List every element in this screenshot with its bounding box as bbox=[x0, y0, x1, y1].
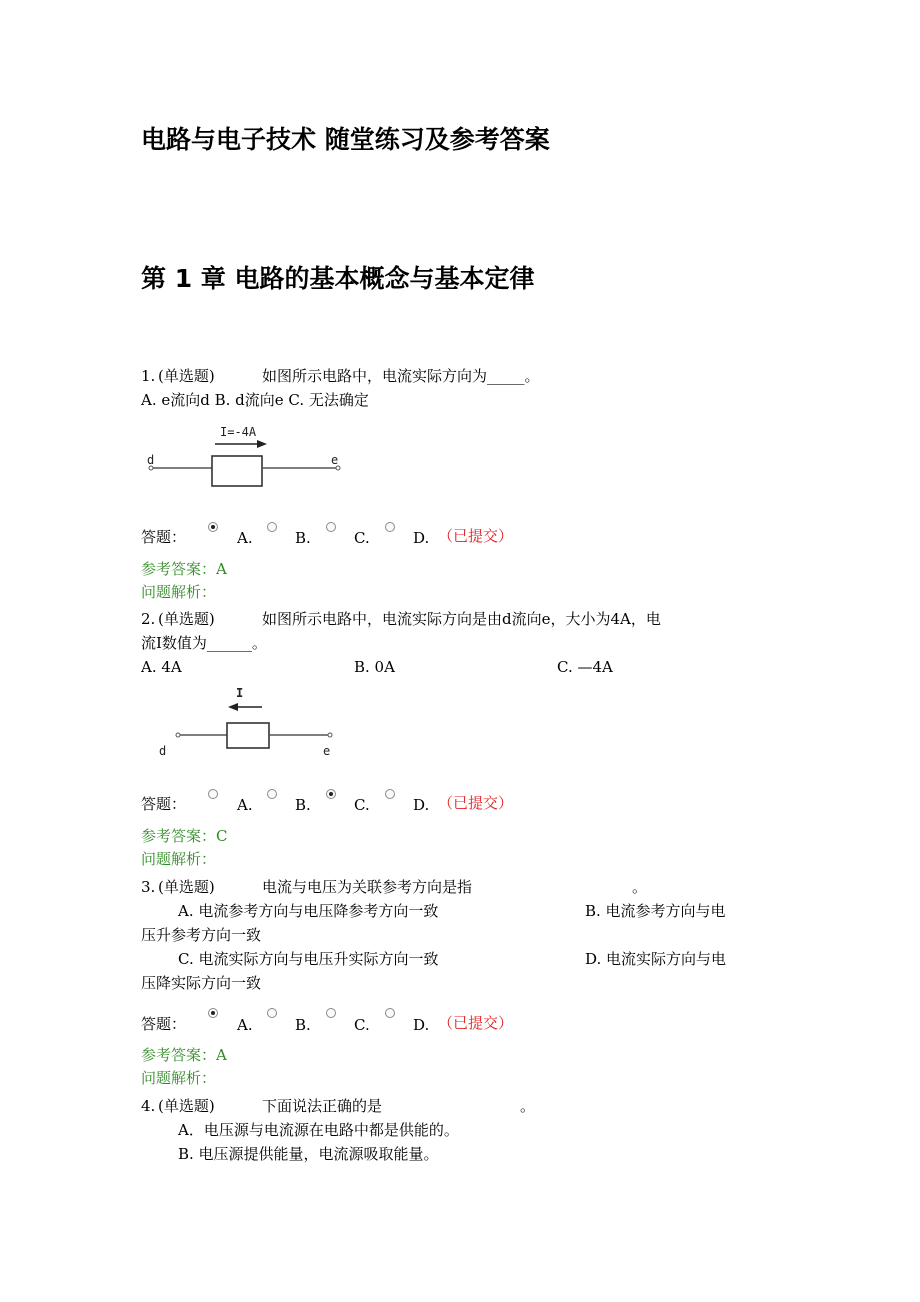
option-b-text-cont: 压升参考方向一致 bbox=[141, 926, 262, 944]
submitted-status: （已提交） bbox=[438, 527, 514, 545]
question-type: (单选题) bbox=[158, 367, 215, 385]
radio-option-d[interactable] bbox=[385, 1008, 395, 1018]
question-stem: 电流与电压为关联参考方向是指 bbox=[262, 878, 473, 896]
document-title: 电路与电子技术 随堂练习及参考答案 bbox=[141, 125, 550, 154]
current-label: I=-4A bbox=[220, 425, 257, 439]
radio-option-b[interactable] bbox=[267, 789, 277, 799]
option-d-label: D. bbox=[413, 796, 430, 814]
resistor-box bbox=[212, 456, 262, 486]
option-d-label: D. bbox=[413, 1016, 430, 1034]
radio-option-a[interactable] bbox=[208, 1008, 218, 1018]
question-number: 3. bbox=[141, 878, 156, 896]
answer-label: 答题： bbox=[141, 795, 187, 813]
submitted-status: （已提交） bbox=[438, 794, 514, 812]
arrow-head-icon bbox=[257, 440, 267, 448]
node-d-label: d bbox=[159, 744, 167, 758]
circuit-figure bbox=[143, 420, 353, 495]
option-b-text: B. 电压源提供能量，电流源吸取能量。 bbox=[178, 1145, 439, 1163]
answer-label: 答题： bbox=[141, 1015, 187, 1033]
option-a-text: A. 4A bbox=[141, 658, 182, 676]
option-a-label: A. bbox=[237, 529, 253, 547]
radio-option-a[interactable] bbox=[208, 789, 218, 799]
question-number: 1. bbox=[141, 367, 156, 385]
option-b-text: B. 0A bbox=[354, 658, 395, 676]
option-a-text: A．电压源与电流源在电路中都是供能的。 bbox=[178, 1121, 459, 1139]
question-stem-line-2: 流I数值为______。 bbox=[141, 634, 267, 652]
reference-answer: 参考答案：A bbox=[141, 1046, 227, 1064]
question-stem-end: 。 bbox=[520, 1097, 536, 1115]
analysis-label: 问题解析： bbox=[141, 1069, 217, 1087]
option-b-label: B. bbox=[295, 1016, 311, 1034]
option-d-text-cont: 压降实际方向一致 bbox=[141, 974, 262, 992]
question-number: 4. bbox=[141, 1097, 156, 1115]
node-d-label: d bbox=[147, 453, 155, 467]
question-stem-line-1: 如图所示电路中，电流实际方向是由d流向e，大小为4A，电 bbox=[262, 610, 661, 628]
radio-option-b[interactable] bbox=[267, 522, 277, 532]
option-d-label: D. bbox=[413, 529, 430, 547]
node-e bbox=[328, 733, 332, 737]
question-type: (单选题) bbox=[158, 1097, 215, 1115]
option-c-text: C. 电流实际方向与电压升实际方向一致 bbox=[178, 950, 439, 968]
question-type: (单选题) bbox=[158, 878, 215, 896]
current-label: I bbox=[236, 686, 244, 700]
option-a-text: A. 电流参考方向与电压降参考方向一致 bbox=[178, 902, 439, 920]
resistor-box bbox=[227, 723, 269, 748]
option-b-label: B. bbox=[295, 529, 311, 547]
option-b-label: B. bbox=[295, 796, 311, 814]
analysis-label: 问题解析： bbox=[141, 850, 217, 868]
reference-answer: 参考答案：C bbox=[141, 827, 228, 845]
option-b-text: B. 电流参考方向与电 bbox=[585, 902, 726, 920]
radio-option-c[interactable] bbox=[326, 1008, 336, 1018]
question-type: (单选题) bbox=[158, 610, 215, 628]
question-stem-end: 。 bbox=[632, 878, 648, 896]
question-stem: 如图所示电路中，电流实际方向为_____。 bbox=[262, 367, 540, 385]
analysis-label: 问题解析： bbox=[141, 583, 217, 601]
question-number: 2. bbox=[141, 610, 156, 628]
option-c-label: C. bbox=[354, 529, 370, 547]
option-c-label: C. bbox=[354, 796, 370, 814]
node-e-label: e bbox=[323, 744, 331, 758]
node-e-label: e bbox=[331, 453, 339, 467]
radio-option-a[interactable] bbox=[208, 522, 218, 532]
option-a-label: A. bbox=[237, 1016, 253, 1034]
submitted-status: （已提交） bbox=[438, 1014, 514, 1032]
option-a-label: A. bbox=[237, 796, 253, 814]
radio-option-c[interactable] bbox=[326, 522, 336, 532]
radio-option-b[interactable] bbox=[267, 1008, 277, 1018]
arrow-head-icon bbox=[228, 703, 238, 711]
radio-option-d[interactable] bbox=[385, 789, 395, 799]
reference-answer: 参考答案：A bbox=[141, 560, 227, 578]
chapter-title: 第 1 章 电路的基本概念与基本定律 bbox=[141, 264, 535, 293]
option-d-text: D. 电流实际方向与电 bbox=[585, 950, 727, 968]
answer-label: 答题： bbox=[141, 528, 187, 546]
option-c-label: C. bbox=[354, 1016, 370, 1034]
question-options: A. e流向d B. d流向e C. 无法确定 bbox=[141, 391, 369, 409]
node-d bbox=[176, 733, 180, 737]
radio-option-d[interactable] bbox=[385, 522, 395, 532]
question-stem: 下面说法正确的是 bbox=[262, 1097, 383, 1115]
radio-option-c[interactable] bbox=[326, 789, 336, 799]
circuit-figure bbox=[150, 683, 345, 765]
option-c-text: C. —4A bbox=[557, 658, 613, 676]
